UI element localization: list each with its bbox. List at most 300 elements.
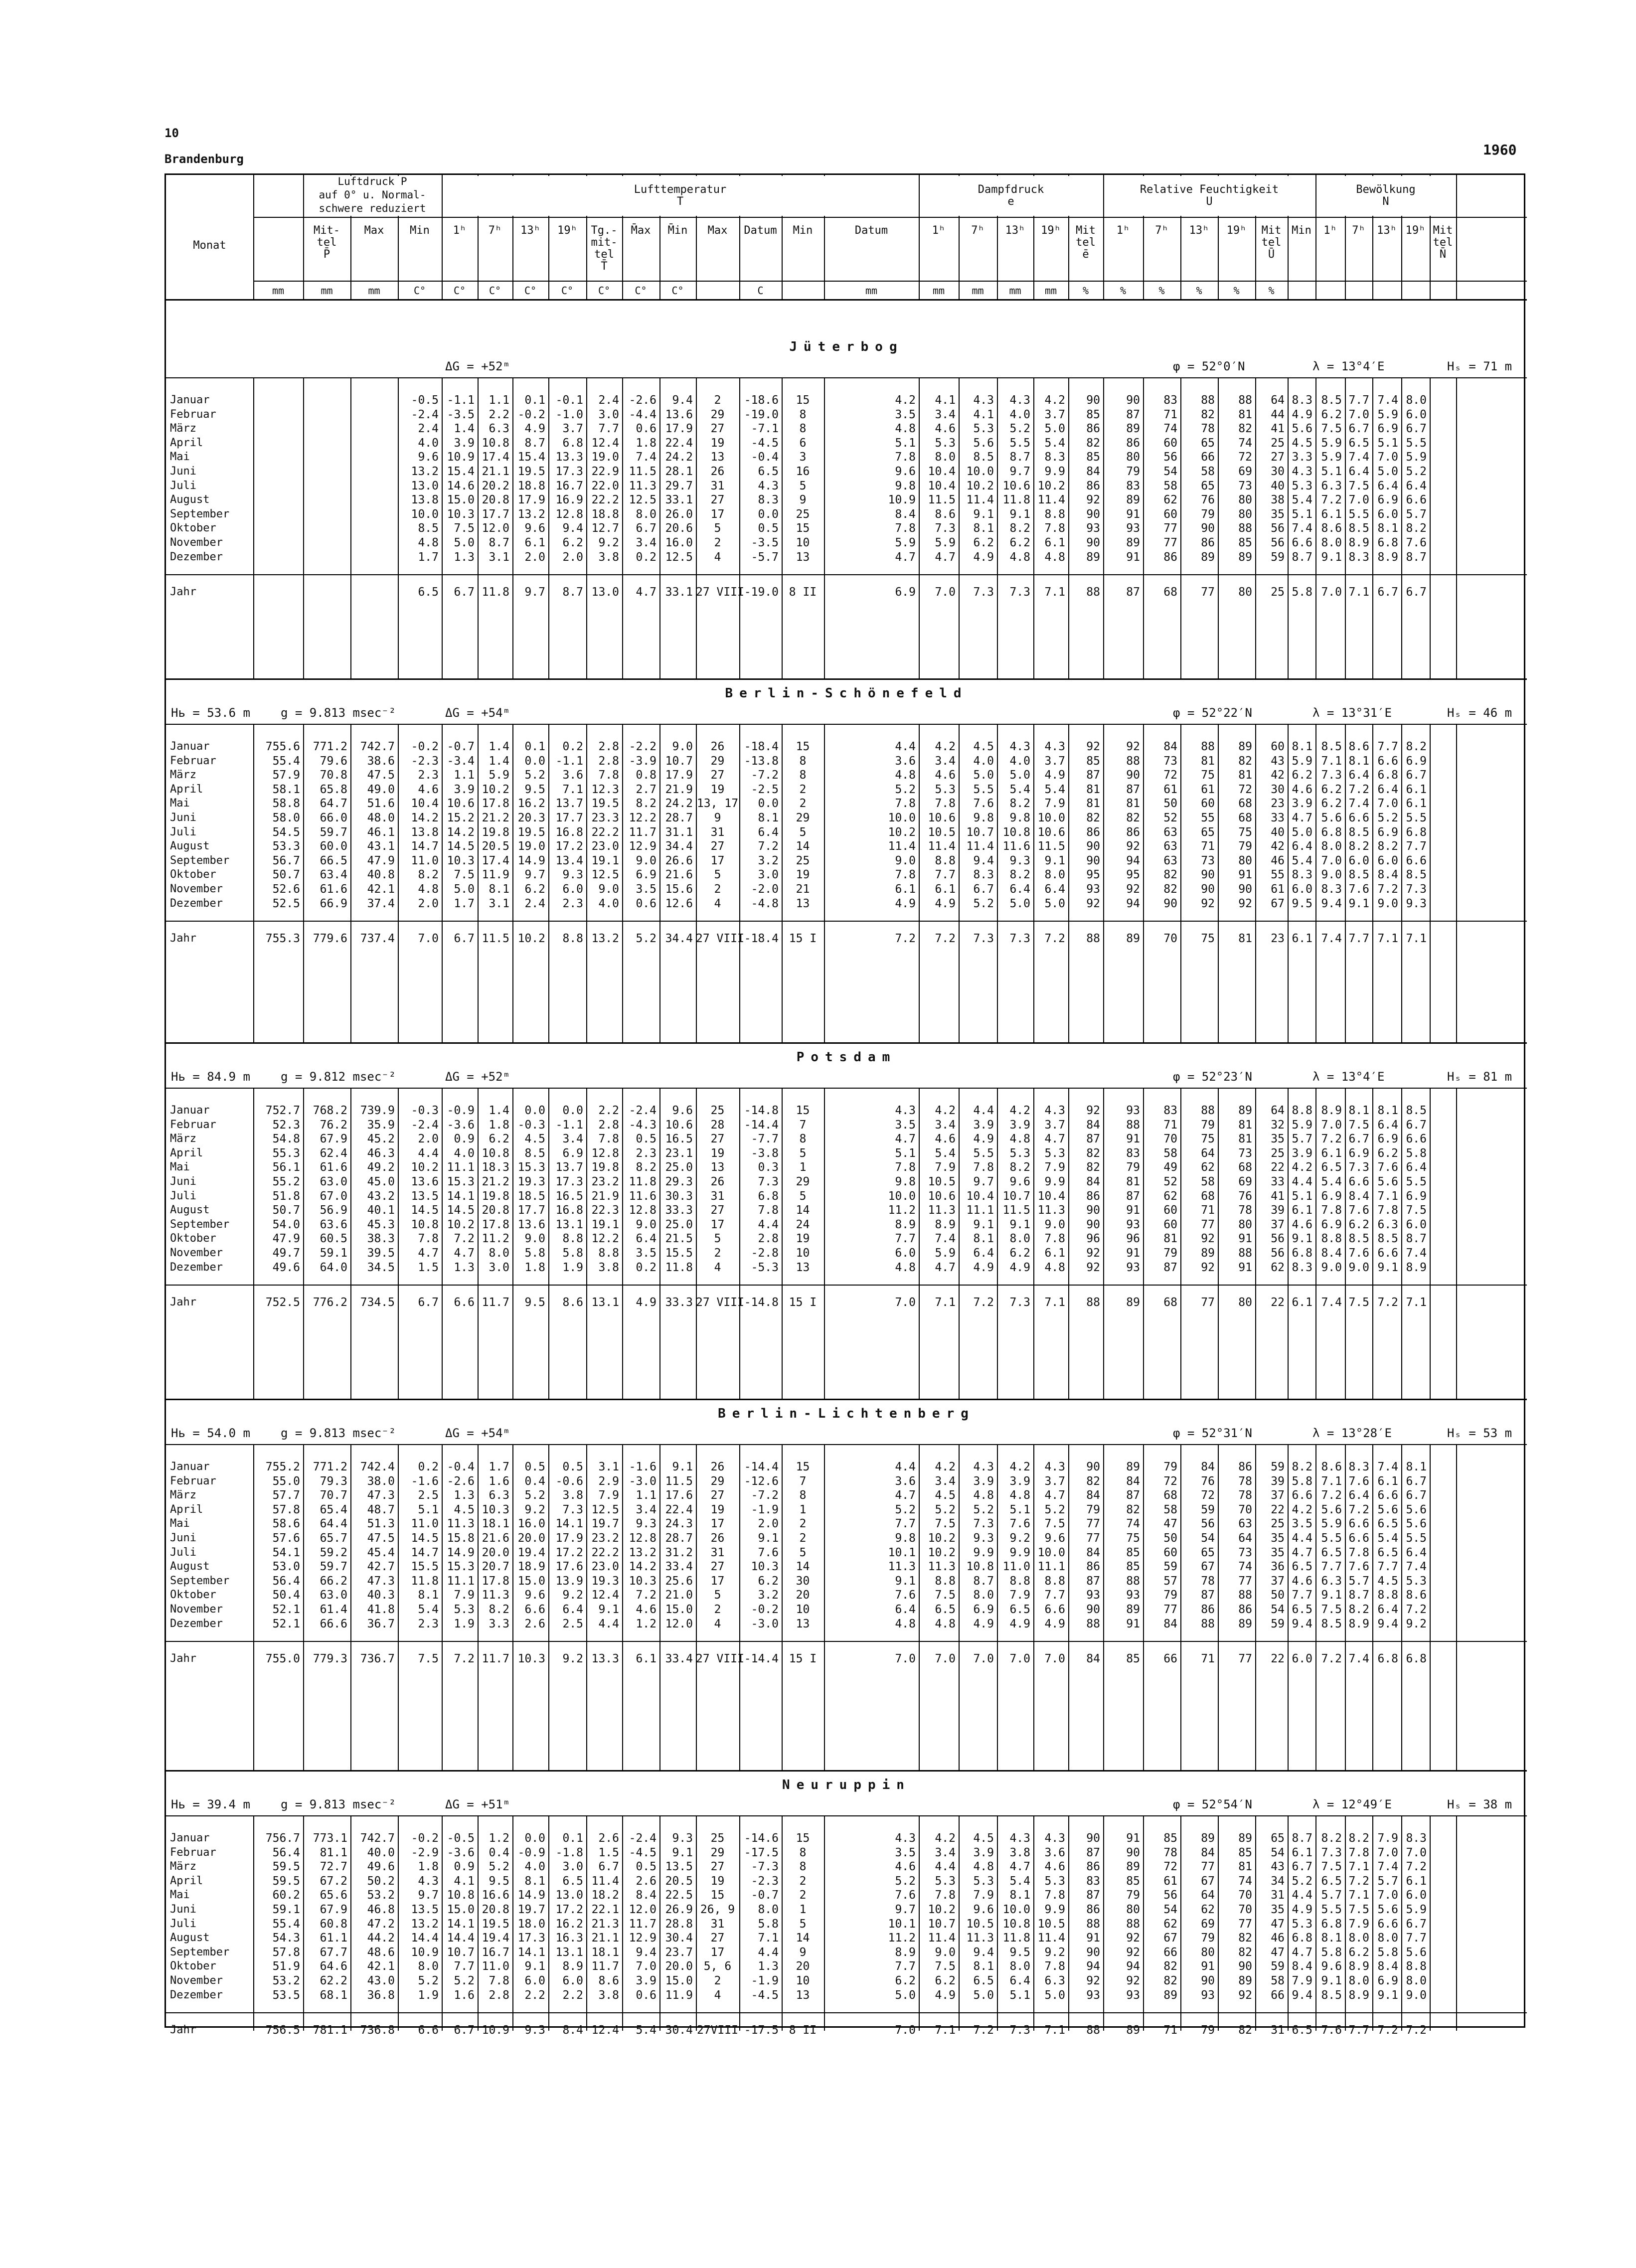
table-cell: 9.1	[1321, 1589, 1342, 1602]
table-cell: 7.0	[1321, 854, 1342, 867]
column-line	[739, 377, 740, 678]
table-cell: 6.1	[636, 1652, 656, 1666]
table-cell: 7.6	[1348, 1247, 1369, 1260]
table-cell: 90	[1201, 883, 1215, 896]
table-cell: 12.5	[591, 1503, 619, 1516]
column-line	[548, 377, 549, 678]
table-cell: 5.4	[935, 1146, 956, 1160]
table-cell: 6.4	[895, 1603, 916, 1616]
table-row	[166, 550, 1527, 564]
column-line	[1033, 1444, 1034, 1772]
column-line	[548, 724, 549, 1044]
table-cell: 82	[1238, 422, 1252, 436]
table-cell: 7.0	[1377, 451, 1398, 464]
table-cell: 7.0	[1009, 1652, 1030, 1666]
table-cell: 755.6	[265, 740, 300, 753]
table-cell: 5.5	[1406, 811, 1427, 824]
table-cell: 6.2	[1292, 769, 1312, 782]
table-cell: 10.2	[966, 479, 994, 492]
table-cell: 9.6	[524, 1589, 545, 1602]
table-cell: 24	[796, 1218, 810, 1231]
table-cell: 5	[799, 1546, 807, 1559]
table-cell: 79	[1086, 1503, 1100, 1516]
table-cell: 5	[714, 522, 721, 535]
table-cell: 12.8	[629, 1532, 656, 1545]
table-cell: 3.9	[973, 1474, 994, 1488]
table-row	[166, 1974, 1527, 1988]
table-cell: 59	[1201, 1503, 1215, 1516]
table-cell: 48.0	[367, 811, 395, 824]
table-cell: 8.7	[1292, 1832, 1312, 1845]
table-cell: 6.6	[1348, 1532, 1369, 1545]
table-cell: 16.2	[555, 1917, 583, 1931]
column-line	[824, 724, 825, 1044]
table-cell: 28.1	[665, 465, 693, 478]
table-cell: 30	[1271, 783, 1285, 796]
table-cell: 41	[1271, 422, 1285, 436]
table-cell: 9.7	[895, 1903, 916, 1916]
table-cell: 70	[1238, 1903, 1252, 1916]
table-cell: 88	[1238, 1247, 1252, 1260]
table-cell: 14.6	[447, 479, 475, 492]
table-cell: 4.8	[935, 1617, 956, 1630]
table-cell: 5.2	[489, 1860, 509, 1874]
table-cell: 6.6	[1292, 1489, 1312, 1502]
table-cell: 93	[1086, 1589, 1100, 1602]
table-cell: 7.7	[1348, 2024, 1369, 2037]
table-cell: 9.0	[935, 1945, 956, 1959]
table-cell: 5.3	[1292, 479, 1312, 492]
table-cell: 12.8	[591, 1146, 619, 1160]
table-cell: 31	[710, 1917, 725, 1931]
table-cell: 10.3	[447, 854, 475, 867]
table-cell: 72	[1163, 1474, 1177, 1488]
table-cell: 25	[1271, 1517, 1285, 1531]
table-cell: 54	[1271, 1603, 1285, 1616]
table-cell: 4.6	[1044, 1860, 1065, 1874]
table-cell: 2	[799, 797, 807, 810]
table-cell: 10.4	[411, 797, 439, 810]
table-cell: 47.9	[367, 854, 395, 867]
table-cell: 771.2	[313, 1460, 347, 1473]
table-cell: 736.8	[360, 2024, 395, 2037]
table-cell: 71	[1201, 840, 1215, 853]
table-cell: 7.4	[1377, 394, 1398, 407]
header-unit: mm	[272, 285, 285, 297]
table-cell: 8	[799, 1846, 807, 1859]
table-cell: 27	[710, 840, 725, 853]
column-line	[1430, 1088, 1431, 1400]
station-gravity-correction: ΔG = +54ᵐ	[445, 706, 510, 720]
table-cell: 1.3	[758, 1960, 779, 1973]
table-cell: 5.4	[636, 2024, 656, 2037]
header-col-label	[586, 225, 622, 273]
table-cell: 14.9	[447, 1546, 475, 1559]
month-label: Januar	[170, 740, 210, 753]
table-cell: 4.9	[524, 422, 545, 436]
table-cell: 29	[796, 811, 810, 824]
table-cell: 4.6	[935, 769, 956, 782]
header-col-label	[1315, 225, 1345, 237]
table-cell: 60.2	[272, 1889, 300, 1902]
table-cell: 90	[1086, 1945, 1100, 1959]
table-cell: 9.4	[1377, 1617, 1398, 1630]
table-cell: 93	[1126, 1104, 1140, 1117]
table-cell: 63.4	[320, 868, 347, 882]
month-label: Juni	[170, 1532, 196, 1544]
table-cell: 22.4	[665, 1503, 693, 1516]
table-cell: 2	[714, 1603, 721, 1616]
table-cell: 19	[710, 1503, 725, 1516]
table-row	[166, 854, 1527, 868]
table-cell: 7.7	[1292, 1589, 1312, 1602]
column-line	[919, 377, 920, 678]
table-cell: 87	[1086, 1889, 1100, 1902]
column-line	[253, 377, 254, 678]
month-label: Juni	[170, 1903, 196, 1916]
table-cell: 31	[1271, 2024, 1285, 2037]
table-cell: 67.7	[320, 1945, 347, 1959]
table-cell: -1.0	[555, 408, 583, 421]
page-number: 10	[164, 126, 179, 140]
table-cell: 10.2	[928, 1532, 956, 1545]
table-cell: 86	[1086, 1189, 1100, 1203]
table-cell: 8.1	[1406, 1460, 1427, 1473]
table-cell: 3.6	[562, 769, 583, 782]
table-cell: 5.2	[973, 897, 994, 910]
table-cell: 72.7	[320, 1860, 347, 1874]
table-cell: 3.4	[636, 1503, 656, 1516]
table-cell: 11.0	[411, 1517, 439, 1531]
table-cell: 82	[1163, 1974, 1177, 1987]
table-cell: 7.9	[1292, 1974, 1312, 1987]
table-cell: 5	[799, 479, 807, 492]
table-cell: 5.0	[454, 883, 475, 896]
table-cell: 7.1	[562, 783, 583, 796]
month-label: Dezember	[170, 550, 223, 563]
table-cell: -1.1	[447, 394, 475, 407]
table-cell: 5.4	[1009, 1874, 1030, 1888]
header-col-text: Mit	[1261, 224, 1282, 237]
table-cell: -3.0	[629, 1474, 656, 1488]
table-cell: 19	[796, 868, 810, 882]
table-cell: 88	[1086, 1917, 1100, 1931]
table-cell: 15.6	[665, 883, 693, 896]
table-cell: 84	[1086, 1175, 1100, 1188]
table-cell: 6.8	[758, 1189, 779, 1203]
table-cell: 17.4	[482, 451, 509, 464]
table-cell: 5.2	[1377, 811, 1398, 824]
table-cell: 3.7	[1044, 1118, 1065, 1132]
table-cell: 9	[799, 1945, 807, 1959]
table-cell: 64.6	[320, 1960, 347, 1973]
table-cell: 10.0	[888, 1189, 916, 1203]
table-cell: 6.8	[1377, 769, 1398, 782]
table-cell: 11.7	[482, 1296, 509, 1309]
table-cell: 72	[1201, 1489, 1215, 1502]
table-cell: 82	[1126, 811, 1140, 824]
table-cell: 15	[796, 1832, 810, 1845]
table-cell: 67.2	[320, 1874, 347, 1888]
table-cell: 6.8	[1406, 1652, 1427, 1666]
table-cell: -0.9	[447, 1104, 475, 1117]
table-cell: 7.8	[1348, 1846, 1369, 1859]
table-cell: 11.9	[482, 868, 509, 882]
table-cell: 4.3	[1044, 1104, 1065, 1117]
table-cell: -19.0	[744, 586, 779, 599]
column-line	[1068, 1815, 1069, 2031]
table-cell: 16.8	[555, 1204, 583, 1217]
table-cell: 58.0	[272, 811, 300, 824]
table-cell: 7.1	[935, 1296, 956, 1309]
table-cell: -0.2	[517, 408, 545, 421]
table-cell: 9.6	[895, 465, 916, 478]
year-row	[166, 1296, 1527, 1309]
table-cell: 7.0	[895, 2024, 916, 2037]
table-cell: 3.8	[562, 1489, 583, 1502]
column-line	[997, 1444, 998, 1772]
column-line	[1345, 1815, 1346, 2031]
table-cell: 51.3	[367, 1517, 395, 1531]
table-cell: 54.8	[272, 1133, 300, 1146]
table-cell: 6.4	[1044, 883, 1065, 896]
table-cell: 4	[714, 1988, 721, 2002]
table-cell: 54.3	[272, 1932, 300, 1945]
table-cell: 22.0	[591, 479, 619, 492]
table-cell: 4.2	[1009, 1104, 1030, 1117]
table-cell: 5.6	[1406, 1945, 1427, 1959]
table-cell: 11.1	[1037, 1560, 1065, 1574]
table-cell: 8.0	[1406, 1974, 1427, 1987]
table-cell: 58.1	[272, 783, 300, 796]
table-cell: -2.0	[751, 883, 779, 896]
table-cell: 24.2	[665, 451, 693, 464]
table-cell: 5.9	[935, 1247, 956, 1260]
table-cell: 7.6	[973, 797, 994, 810]
table-cell: 86	[1126, 436, 1140, 450]
table-cell: 1.9	[454, 1617, 475, 1630]
column-line	[739, 1815, 740, 2031]
table-cell: 26	[710, 1460, 725, 1473]
table-cell: 8.9	[1348, 1988, 1369, 2002]
table-cell: 8.2	[1009, 522, 1030, 535]
header-unit: %	[1120, 285, 1127, 297]
table-cell: 9.9	[1009, 1546, 1030, 1559]
table-cell: 5.8	[1321, 1945, 1342, 1959]
table-row	[166, 1132, 1527, 1146]
table-cell: 8.3	[1321, 883, 1342, 896]
table-cell: 83	[1126, 479, 1140, 492]
station-meta-line	[166, 724, 1527, 725]
table-cell: 6.1	[935, 883, 956, 896]
column-line	[919, 1088, 920, 1400]
table-cell: 79	[1201, 507, 1215, 521]
column-line	[1255, 1815, 1256, 2031]
column-line	[512, 1088, 513, 1400]
table-cell: 7.1	[1044, 1296, 1065, 1309]
table-cell: 6.2	[935, 1974, 956, 1987]
table-cell: 6.2	[1009, 1247, 1030, 1260]
table-cell: 0.5	[562, 1460, 583, 1473]
table-header	[166, 175, 1527, 301]
header-unit: C°	[524, 285, 537, 297]
table-cell: 68	[1163, 1489, 1177, 1502]
table-row	[166, 882, 1527, 896]
month-label: Januar	[170, 1832, 210, 1844]
table-cell: 52.1	[272, 1603, 300, 1616]
table-cell: 94	[1126, 854, 1140, 867]
table-cell: 4.2	[935, 1460, 956, 1473]
header-unit: mm	[368, 285, 380, 297]
table-cell: 5.2	[636, 932, 656, 946]
table-cell: 1.6	[454, 1988, 475, 2002]
table-cell: 6.5	[562, 1874, 583, 1888]
table-cell: 14	[796, 1932, 810, 1945]
table-cell: 6.2	[1348, 1945, 1369, 1959]
table-cell: 10.7	[928, 1917, 956, 1931]
table-cell: 1.1	[489, 394, 509, 407]
table-cell: 4	[714, 1261, 721, 1274]
table-cell: 9.2	[1009, 1532, 1030, 1545]
table-cell: 27	[710, 422, 725, 436]
table-cell: 4.3	[1009, 1832, 1030, 1845]
table-cell: 49.6	[367, 1860, 395, 1874]
table-cell: 50.2	[367, 1874, 395, 1888]
table-cell: 5.3	[1292, 1917, 1312, 1931]
table-cell: 8.1	[973, 1232, 994, 1246]
table-cell: 11.2	[888, 1204, 916, 1217]
table-cell: 752.5	[265, 1296, 300, 1309]
table-cell: 12.4	[591, 436, 619, 450]
table-cell: 7.7	[895, 1960, 916, 1973]
table-cell: 8.9	[1348, 536, 1369, 549]
column-line	[997, 1088, 998, 1400]
table-cell: 1.3	[454, 1489, 475, 1502]
table-cell: 79	[1201, 1118, 1215, 1132]
column-line	[442, 724, 443, 1044]
table-cell: 59.7	[320, 825, 347, 839]
table-cell: 7.0	[895, 1652, 916, 1666]
table-cell: 4.1	[973, 408, 994, 421]
table-cell: 19.1	[591, 1218, 619, 1231]
table-cell: 10.9	[482, 2024, 509, 2037]
table-cell: 5, 6	[703, 1960, 732, 1973]
table-cell: 21	[796, 883, 810, 896]
header-unit: %	[1268, 285, 1275, 297]
table-cell: 17.2	[555, 1903, 583, 1916]
column-line	[1456, 724, 1457, 1044]
table-cell: 6.6	[1406, 1133, 1427, 1146]
column-line	[1255, 1088, 1256, 1400]
table-cell: 8.2	[1348, 1603, 1369, 1616]
table-cell: 46	[1271, 1932, 1285, 1945]
table-cell: 39	[1271, 1204, 1285, 1217]
table-cell: 6.9	[1406, 1189, 1427, 1203]
year-row	[166, 1652, 1527, 1666]
table-cell: 84	[1086, 1118, 1100, 1132]
table-cell: 5.2	[1009, 422, 1030, 436]
table-cell: 2	[799, 1532, 807, 1545]
table-cell: -4.5	[751, 1988, 779, 2002]
table-cell: 9.6	[672, 1104, 693, 1117]
table-cell: 10.1	[888, 1917, 916, 1931]
table-cell: 71	[1201, 1652, 1215, 1666]
table-cell: 5.3	[1044, 1146, 1065, 1160]
table-cell: 33.3	[665, 1296, 693, 1309]
table-cell: 17	[710, 854, 725, 867]
table-cell: 2.3	[418, 769, 439, 782]
table-cell: 12.2	[591, 1232, 619, 1246]
table-cell: 10.8	[482, 436, 509, 450]
table-cell: 14	[796, 1560, 810, 1574]
table-cell: 95	[1086, 868, 1100, 882]
column-line	[1401, 377, 1402, 678]
table-cell: 3.3	[1292, 451, 1312, 464]
table-cell: 16.6	[482, 1889, 509, 1902]
table-cell: 9.1	[1377, 1261, 1398, 1274]
table-cell: -18.4	[744, 740, 779, 753]
table-cell: 66	[1163, 1652, 1177, 1666]
table-cell: 16.9	[555, 493, 583, 507]
table-cell: 7.2	[454, 1232, 475, 1246]
header-col-text: 7ʰ	[1155, 224, 1168, 237]
table-cell: 89	[1126, 422, 1140, 436]
table-cell: 5.9	[1292, 1118, 1312, 1132]
table-cell: 63.0	[320, 1175, 347, 1188]
table-cell: 75	[1238, 825, 1252, 839]
table-cell: 19.0	[517, 840, 545, 853]
table-cell: 8.3	[1406, 1832, 1427, 1845]
table-cell: 8.6	[1321, 522, 1342, 535]
table-cell: 4.2	[895, 394, 916, 407]
table-cell: 4.0	[454, 1146, 475, 1160]
table-cell: 42	[1271, 769, 1285, 782]
table-cell: 11.4	[928, 840, 956, 853]
table-cell: 15	[796, 1104, 810, 1117]
table-cell: 40.3	[367, 1589, 395, 1602]
table-cell: 4.7	[1009, 1860, 1030, 1874]
table-cell: 4.0	[1009, 408, 1030, 421]
station-longitude: λ = 12°49′E	[1312, 1797, 1392, 1811]
table-cell: 22.2	[591, 493, 619, 507]
table-cell: 20.5	[482, 840, 509, 853]
table-cell: 66	[1271, 1988, 1285, 2002]
table-cell: 10.9	[888, 493, 916, 507]
station-gravity-correction: ΔG = +54ᵐ	[445, 1426, 510, 1440]
table-cell: 6.2	[895, 1974, 916, 1987]
table-cell: 18.5	[517, 1189, 545, 1203]
table-cell: 5.9	[1406, 1903, 1427, 1916]
table-cell: 9.0	[636, 1218, 656, 1231]
table-cell: 11.4	[591, 1874, 619, 1888]
column-line	[1180, 377, 1181, 678]
table-cell: 8.2	[1009, 797, 1030, 810]
table-cell: 17	[710, 507, 725, 521]
table-cell: 11.8	[665, 1261, 693, 1274]
table-cell: 8.8	[1377, 1589, 1398, 1602]
column-line	[1401, 724, 1402, 1044]
table-cell: 91	[1126, 1133, 1140, 1146]
table-cell: 91	[1126, 1247, 1140, 1260]
table-cell: 8.3	[973, 868, 994, 882]
table-cell: 8.4	[562, 2024, 583, 2037]
station-name: Neuruppin	[782, 1778, 911, 1792]
table-cell: 5.1	[418, 1503, 439, 1516]
table-cell: 8.2	[1406, 740, 1427, 753]
table-cell: 47.9	[272, 1232, 300, 1246]
table-cell: 2.3	[636, 1146, 656, 1160]
table-cell: 9.8	[973, 811, 994, 824]
